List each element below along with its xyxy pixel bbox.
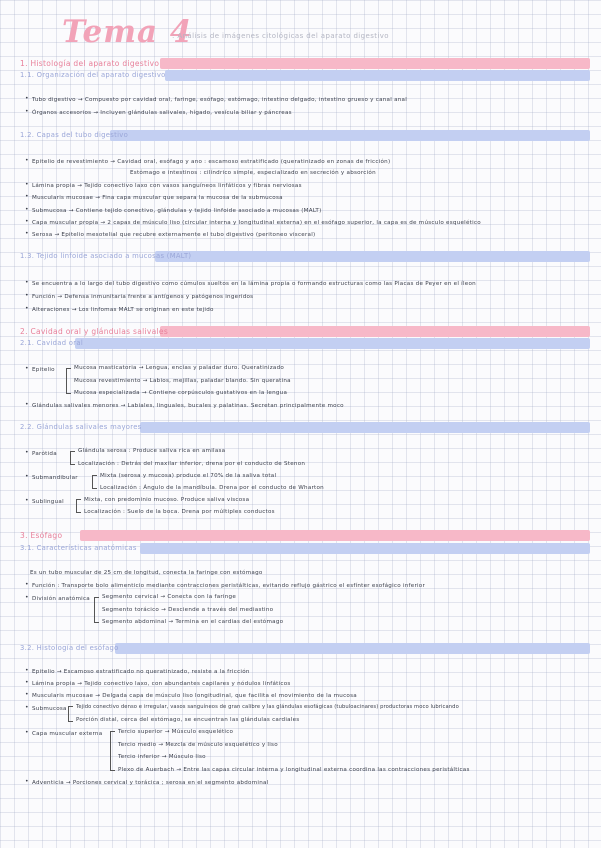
note-line: Estómago e intestinos : cilíndrico simple, especializado en secreción y absorción [130, 170, 376, 176]
bullet: • [25, 279, 29, 286]
note-line: Es un tubo muscular de 25 cm de longitud, conecta la faringe con estómago [30, 570, 263, 576]
bullet: • [25, 181, 29, 188]
subsection-heading: 1.1. Organización del aparato digestivo [20, 71, 166, 79]
bullet: • [25, 679, 29, 686]
note-line: Muscularis mucosae → Fina capa muscular que separa la mucosa de la submucosa [32, 195, 283, 201]
bracket [76, 499, 81, 513]
highlight-bar [160, 326, 590, 337]
note-line: Sublingual [32, 499, 64, 505]
bullet: • [25, 292, 29, 299]
note-line: Mixta (serosa y mucosa) produce el 70% de la saliva total [100, 473, 277, 479]
subsection-heading: 2.1. Cavidad oral [20, 339, 84, 347]
highlight-bar [115, 643, 590, 654]
note-line: Segmento abdominal → Termina en el cardias del estómago [102, 619, 284, 625]
note-line: Submucosa [32, 706, 67, 712]
bullet: • [25, 691, 29, 698]
note-line: Localización : Ángulo de la mandíbula. Drena por el conducto de Wharton [100, 485, 324, 491]
note-line: Localización : Suelo de la boca. Drena por múltiples conductos [84, 509, 275, 515]
bullet: • [25, 108, 29, 115]
subsection-heading: 2.2. Glándulas salivales mayores [20, 423, 142, 431]
note-line: Porción distal, cerca del estómago, se encuentran las glándulas cardiales [76, 717, 300, 723]
bullet: • [25, 193, 29, 200]
highlight-bar [140, 422, 590, 433]
note-line: Capa muscular propia → 2 capas de músculo liso (circular interna y longitudinal externa) en el esófago superior, la capa es de músculo esquelético [32, 220, 481, 226]
highlight-bar [110, 130, 590, 141]
note-line: Tejido conectivo denso e irregular, vasos sanguíneos de gran calibre y las glándulas esofágicas (tubuloacinares) productoras moco lubricando [76, 704, 459, 710]
section-heading: 1. Histología del aparato digestivo [20, 59, 160, 68]
bullet: • [25, 305, 29, 312]
note-line: Lámina propia → Tejido conectivo laxo con vasos sanguíneos linfáticos y fibras nerviosas [32, 183, 302, 189]
note-line: Lámina propia → Tejido conectivo laxo, con abundantes capilares y nódulos linfáticos [32, 681, 291, 687]
note-line: Mucosa masticatoria → Lengua, encías y paladar duro. Queratinizado [74, 365, 285, 371]
section-heading: 3. Esófago [20, 531, 63, 540]
bullet: • [25, 157, 29, 164]
note-line: Serosa → Epitelio mesotelial que recubre externamente el tubo digestivo (peritoneo visceral) [32, 232, 316, 238]
note-line: Segmento torácico → Desciende a través del mediastino [102, 607, 274, 613]
highlight-bar [75, 338, 590, 349]
note-line: Glándulas salivales menores → Labiales, linguales, bucales y palatinas. Secretan principalmente moco [32, 403, 344, 409]
note-line: Plexo de Auerbach → Entre las capas circular interna y longitudinal externa coordina las contracciones peristálticas [118, 767, 470, 773]
bullet: • [25, 230, 29, 237]
bullet: • [25, 401, 29, 408]
highlight-bar [165, 70, 590, 81]
subsection-heading: 1.2. Capas del tubo digestivo [20, 131, 129, 139]
note-line: Epitelio → Escamoso estratificado no queratinizado, resiste a la fricción [32, 669, 250, 675]
bullet: • [25, 206, 29, 213]
note-line: Localización : Detrás del maxilar inferior, drena por el conducto de Stenon [78, 461, 306, 467]
note-line: Tercio medio → Mezcla de músculo esquelético y liso [118, 742, 278, 748]
note-line: Órganos accesorios → Incluyen glándulas salivales, hígado, vesícula biliar y páncreas [32, 110, 292, 116]
note-line: Segmento cervical → Conecta con la faringe [102, 594, 237, 600]
bracket [66, 368, 71, 394]
subsection-heading: 3.1. Características anatómicas [20, 544, 137, 552]
subsection-heading: 3.2. Histología del esófago [20, 644, 119, 652]
bullet: • [25, 667, 29, 674]
bullet: • [25, 704, 29, 711]
page-subtitle: : Análisis de imágenes citológicas del aparato digestivo [172, 32, 389, 40]
note-line: Alteraciones → Los linfomas MALT se originan en este tejido [32, 307, 214, 313]
bullet: • [25, 95, 29, 102]
subsection-heading: 1.3. Tejido linfoide asociado a mucosas (MALT) [20, 252, 192, 260]
note-line: Glándula serosa : Produce saliva rica en amilasa [78, 448, 226, 454]
section-heading: 2. Cavidad oral y glándulas salivales [20, 327, 169, 336]
note-line: Se encuentra a lo largo del tubo digestivo como cúmulos sueltos en la lámina propia o formando estructuras como las Placas de Peyer en el íleon [32, 281, 476, 287]
note-line: Tercio superior → Músculo esquelético [118, 729, 234, 735]
note-line: Adventicia → Porciones cervical y torácica ; serosa en el segmento abdominal [32, 780, 269, 786]
bullet: • [25, 729, 29, 736]
highlight-bar [155, 251, 590, 262]
note-line: Mucosa revestimiento → Labios, mejillas, paladar blando. Sin queratina [74, 378, 291, 384]
note-line: Epitelio de revestimiento → Cavidad oral, esófago y ano : escamoso estratificado (queratinizado en zonas de fricción) [32, 159, 391, 165]
bullet: • [25, 581, 29, 588]
note-line: Parótida [32, 451, 57, 457]
note-line: Epitelio [32, 367, 55, 373]
bracket [70, 451, 75, 465]
bullet: • [25, 497, 29, 504]
bullet: • [25, 778, 29, 785]
bracket [92, 475, 97, 489]
bullet: • [25, 473, 29, 480]
note-line: Función : Transporte bolo alimenticio mediante contracciones peristálticas, evitando reflujo gástrico el esfínter esofágico inferior [32, 583, 426, 589]
highlight-bar [80, 530, 590, 541]
note-line: División anatómica [32, 596, 90, 602]
note-line: Mixta, con predominio mucoso. Produce saliva viscosa [84, 497, 250, 503]
bullet: • [25, 218, 29, 225]
highlight-bar [140, 543, 590, 554]
note-line: Submucosa → Contiene tejido conectivo, glándulas y tejido linfoide asociado a mucosas (MALT) [32, 208, 322, 214]
note-line: Tubo digestivo → Compuesto por cavidad oral, faringe, esófago, estómago, intestino delgado, intestino grueso y canal anal [32, 97, 408, 103]
bracket [110, 731, 115, 771]
highlight-bar [160, 58, 590, 69]
note-line: Tercio inferior → Músculo liso [118, 754, 206, 760]
bracket [94, 597, 99, 623]
page-title: Tema 4 [62, 14, 193, 50]
note-line: Función → Defensa inmunitaria frente a antígenos y patógenos ingeridos [32, 294, 254, 300]
bracket [68, 706, 73, 722]
note-line: Capa muscular externa [32, 731, 103, 737]
note-line: Submandibular [32, 475, 78, 481]
bullet: • [25, 365, 29, 372]
bullet: • [25, 449, 29, 456]
bullet: • [25, 594, 29, 601]
note-line: Mucosa especializada → Contiene corpúsculos gustativos en la lengua [74, 390, 288, 396]
note-line: Muscularis mucosae → Delgada capa de músculo liso longitudinal, que facilita el movimiento de la mucosa [32, 693, 357, 699]
